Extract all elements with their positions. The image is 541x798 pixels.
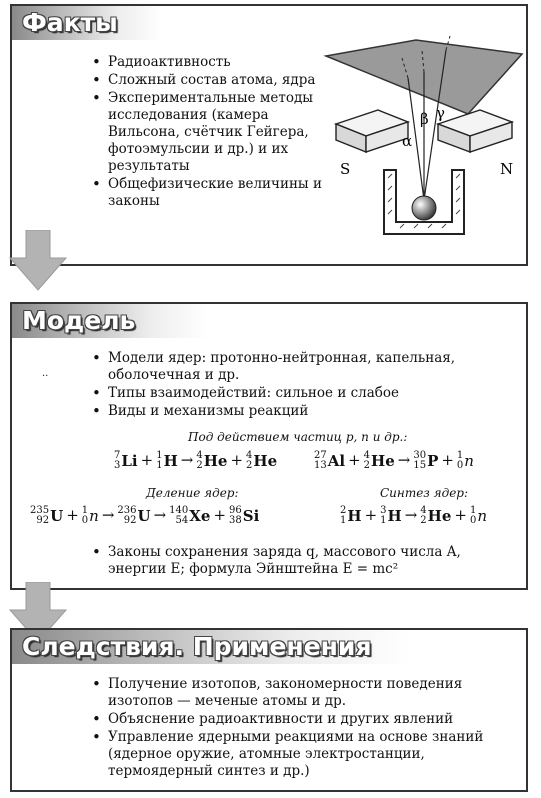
arrow-down-icon: [8, 230, 68, 292]
facts-header: [12, 6, 162, 40]
list-item: • Типы взаимодействий: сильное и слабое: [90, 385, 520, 402]
alpha-label: α: [402, 132, 413, 150]
facts-box: [10, 4, 528, 266]
list-item: • Управление ядерными реакциями на основе знаний (ядерное оружие, атомные электростанции, термоядерный синтез и др.): [90, 729, 520, 780]
caption-fission: Деление ядер:: [146, 486, 239, 500]
model-header: [12, 304, 208, 338]
model-title: Модель: [22, 306, 136, 335]
model-box: [10, 302, 528, 590]
gamma-label: γ: [436, 104, 445, 122]
list-item: • Общефизические величины и законы: [90, 176, 322, 210]
model-list-2: [90, 544, 520, 579]
reaction-fission: 235 92 U + 1 0 n → 236 92 U → 140 54 Xe + 96 38 Si: [30, 505, 260, 526]
caption-fusion: Синтез ядер:: [380, 486, 469, 500]
facts-list: [90, 54, 322, 211]
beta-label: β: [420, 110, 429, 128]
stray-dots: ..: [42, 368, 49, 379]
consequences-box: [10, 628, 528, 792]
consequences-title: Следствия. Применения: [22, 632, 372, 661]
list-item: • Законы сохранения заряда q, массового числа A, энергии E; формула Эйнштейна E = mc²: [90, 544, 520, 578]
list-item: • Сложный состав атома, ядра: [90, 72, 322, 89]
list-item: • Получение изотопов, закономерности поведения изотопов — меченые атомы и др.: [90, 676, 520, 710]
magnet-s-label: S: [340, 160, 351, 178]
radioactive-source: [412, 196, 436, 220]
radiation-magnet-illustration: [322, 28, 534, 258]
reaction-fusion: 2 1 H + 3 1 H → 4 2 He + 1 0 n: [340, 505, 487, 526]
list-item: • Виды и механизмы реакций: [90, 403, 520, 420]
reaction-li: 7 3 Li + 1 1 H → 4 2 He + 4 2 He: [114, 450, 278, 471]
reaction-al: 27 13 Al + 4 2 He → 30 15 P + 1 0 n: [314, 450, 474, 471]
list-item: • Объяснение радиоактивности и других явлений: [90, 711, 520, 728]
consequences-header: [12, 630, 412, 664]
model-list: [90, 350, 520, 421]
magnet-n-label: N: [500, 160, 514, 178]
list-item: • Радиоактивность: [90, 54, 322, 71]
list-item: • Экспериментальные методы исследования (камера Вильсона, счётчик Гейгера, фотоэмульсии и др.) и их результаты: [90, 90, 322, 175]
caption-particles: Под действием частиц p, n и др.:: [188, 430, 408, 444]
facts-title: Факты: [22, 8, 118, 37]
list-item: • Модели ядер: протонно-нейтронная, капельная, оболочечная и др.: [90, 350, 520, 384]
consequences-list: [90, 676, 520, 781]
